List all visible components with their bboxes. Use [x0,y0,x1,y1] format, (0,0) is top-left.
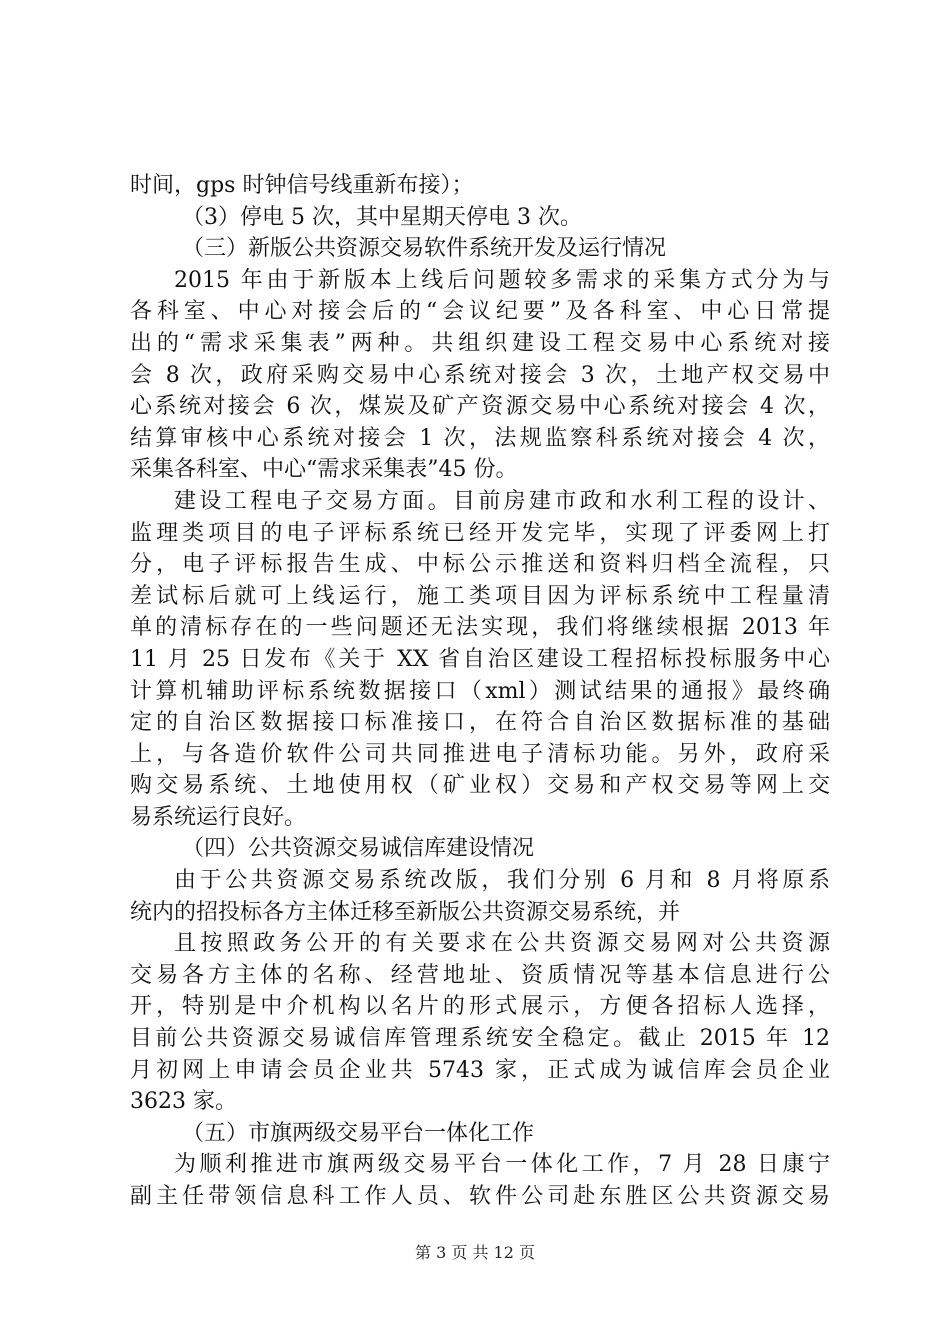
paragraph-line: 11 月 25 日发布《关于 XX 省自治区建设工程招标投标服务中心 [130,646,830,672]
section-heading: （四）公共资源交易诚信库建设情况 [182,836,535,862]
paragraph-line: 由于公共资源交易系统改版，我们分别 6 月和 8 月将原系 [174,868,830,894]
paragraph-line: 监理类项目的电子评标系统已经开发完毕，实现了评委网上打 [130,520,830,546]
paragraph-line: 易系统运行良好。 [130,804,307,830]
paragraph-line: 3623 家。 [130,1089,237,1115]
paragraph-line: 为顺利推进市旗两级交易平台一体化工作，7 月 28 日康宁 [174,1152,830,1178]
paragraph-line: 会 8 次，政府采购交易中心系统对接会 3 次，土地产权交易中 [130,362,830,388]
paragraph-line: 定的自治区数据接口标准接口，在符合自治区数据标准的基础 [130,710,830,736]
section-heading: （五）市旗两级交易平台一体化工作 [182,1120,535,1146]
paragraph-line: 交易各方主体的名称、经营地址、资质情况等基本信息进行公 [130,962,830,988]
paragraph-line: 建设工程电子交易方面。目前房建市政和水利工程的设计、 [174,488,830,514]
paragraph-line: 心系统对接会 6 次，煤炭及矿产资源交易中心系统对接会 4 次， [130,394,830,420]
paragraph-line: 计算机辅助评标系统数据接口（xml）测试结果的通报》最终确 [130,678,830,704]
paragraph-line: 副主任带领信息科工作人员、软件公司赴东胜区公共资源交易 [130,1184,830,1209]
paragraph-line: 差试标后就可上线运行，施工类项目因为评标系统中工程量清 [130,583,830,609]
text-line: 时间，gps 时钟信号线重新布接）； [130,173,474,198]
paragraph-line: 且按照政务公开的有关要求在公共资源交易网对公共资源 [174,931,830,957]
list-item: （3）停电 5 次，其中星期天停电 3 次。 [182,204,582,230]
page-number-footer: 第 3 页 共 12 页 [415,1243,535,1262]
paragraph-line: 各科室、中心对接会后的“会议纪要”及各科室、中心日常提 [130,299,830,325]
paragraph-line: 目前公共资源交易诚信库管理系统安全稳定。截止 2015 年 12 [130,1026,830,1052]
paragraph-line: 月初网上申请会员企业共 5743 家，正式成为诚信库会员企业 [130,1057,830,1083]
paragraph-line: 结算审核中心系统对接会 1 次，法规监察科系统对接会 4 次， [130,425,830,451]
paragraph-line: 开，特别是中介机构以名片的形式展示，方便各招标人选择， [130,994,830,1020]
paragraph-line: 统内的招投标各方主体迁移至新版公共资源交易系统，并 [130,899,681,925]
paragraph-line: 单的清标存在的一些问题还无法实现，我们将继续根据 2013 年 [130,615,830,641]
paragraph-line: 采集各科室、中心“需求采集表”45 份。 [130,457,518,483]
paragraph-line: 上，与各造价软件公司共同推进电子清标功能。另外，政府采 [130,741,830,767]
paragraph-line: 购交易系统、土地使用权（矿业权）交易和产权交易等网上交 [130,773,830,799]
body-text [130,170,830,1213]
paragraph-line: 2015 年由于新版本上线后问题较多需求的采集方式分为与 [174,267,830,293]
paragraph-line: 出的“需求采集表”两种。共组织建设工程交易中心系统对接 [130,330,830,356]
paragraph-line: 分，电子评标报告生成、中标公示推送和资料归档全流程，只 [130,552,830,578]
section-heading: （三）新版公共资源交易软件系统开发及运行情况 [182,236,667,262]
